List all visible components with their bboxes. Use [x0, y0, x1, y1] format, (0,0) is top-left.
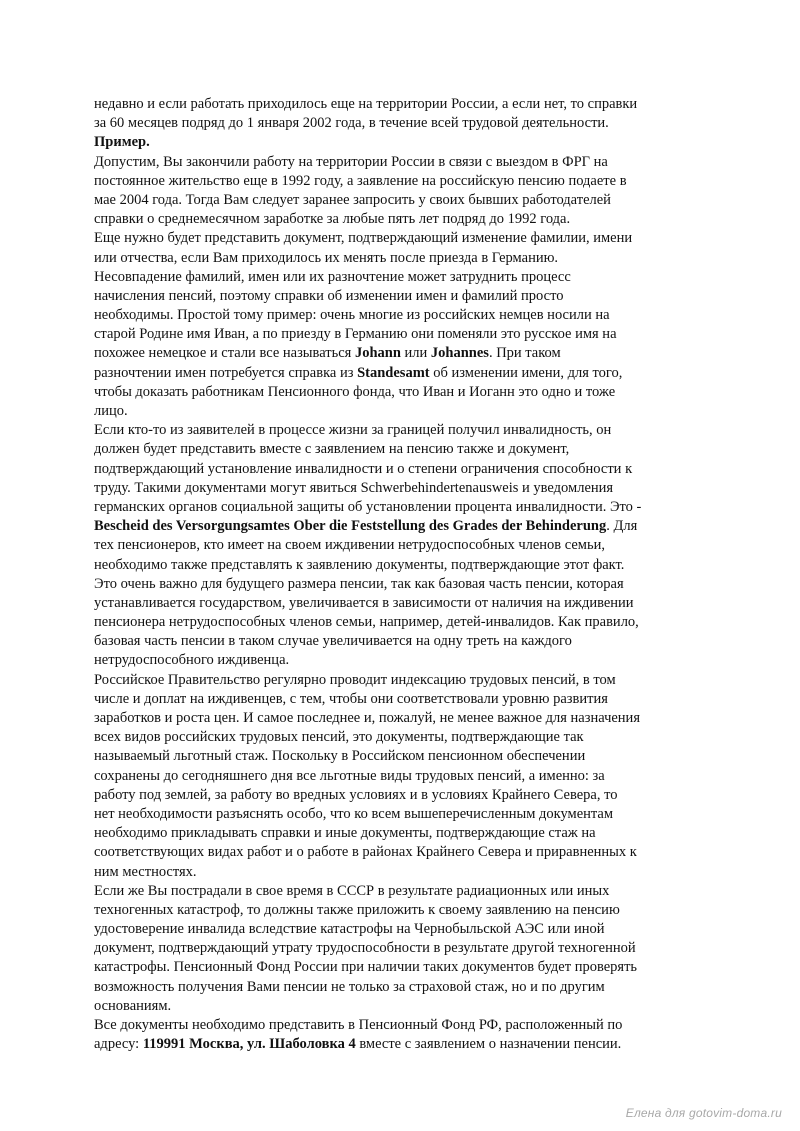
text-line: документ, подтверждающий утрату трудоспособности в результате другой техногенной	[94, 940, 636, 957]
text-line: труду. Такими документами могут явиться Schwerbehindertenausweis и уведомления	[94, 479, 614, 496]
text-line-bescheid: Bescheid des Versorgungsamtes Ober die Feststellung des Grades der Behinderung. Для	[94, 518, 638, 535]
text-line: соответствующих видах работ и о работе в районах Крайнего Севера и приравненных к	[94, 844, 637, 861]
text-line: катастрофы. Пенсионный Фонд России при наличии таких документов будет проверять	[94, 959, 638, 976]
text-line: подтверждающий установление инвалидности и о степени ограничения способности к	[94, 460, 633, 477]
text-line: возможность получения Вами пенсии не только за страховой стаж, но и по другим	[94, 978, 605, 995]
text-line: лицо.	[94, 403, 128, 419]
address-line: адресу: 119991 Москва, ул. Шаболовка 4 вместе с заявлением о назначении пенсии.	[94, 1036, 622, 1053]
text-line: начисления пенсий, поэтому справки об изменении имен и фамилий просто	[94, 287, 564, 304]
text-line: основаниям.	[94, 997, 172, 1014]
text-line: Если кто-то из заявителей в процессе жизни за границей получил инвалидность, он	[94, 422, 612, 439]
text-line: Допустим, Вы закончили работу на территории России в связи с выездом в ФРГ на	[94, 153, 608, 170]
text-line: сохранены до сегодняшнего дня все льготные виды трудовых пенсий, а именно: за	[94, 767, 605, 784]
text-line: постоянное жительство еще в 1992 году, а заявление на российскую пенсию подаете в	[94, 172, 627, 189]
text-line: за 60 месяцев подряд до 1 января 2002 года, в течение всей трудовой деятельности.	[94, 115, 609, 132]
example-heading: Пример.	[94, 134, 150, 151]
text-line: должен будет представить вместе с заявлением на пенсию также и документ,	[94, 441, 570, 458]
text-line: заработков и роста цен. И самое последнее и, пожалуй, не менее важное для назначения	[94, 710, 640, 726]
text-line: работу под землей, за работу во вредных условиях и в условиях Крайнего Севера, то	[94, 786, 618, 803]
text-line: удостоверение инвалида вследствие катастрофы на Чернобыльской АЭС или иной	[94, 921, 605, 938]
text-line: нетрудоспособного иждивенца.	[94, 652, 290, 669]
text-line: базовая часть пенсии в таком случае увеличивается на одну треть на каждого	[94, 633, 572, 650]
text-line: Если же Вы пострадали в свое время в СССР в результате радиационных или иных	[94, 882, 610, 899]
text-line: всех видов российских трудовых пенсий, это документы, подтверждающие так	[94, 729, 584, 746]
text-line: Российское Правительство регулярно проводит индексацию трудовых пенсий, в том	[94, 671, 616, 688]
text-line: Это очень важно для будущего размера пенсии, так как базовая часть пенсии, которая	[94, 575, 624, 592]
text-line: справки о среднемесячном заработке за любые пять лет подряд до 1992 года.	[94, 211, 571, 228]
text-line: числе и доплат на иждивенцев, с тем, чтобы они соответствовали уровню развития	[94, 690, 608, 707]
text-line: Еще нужно будет представить документ, подтверждающий изменение фамилии, имени	[94, 230, 633, 247]
text-line: чтобы доказать работникам Пенсионного фонда, что Иван и Иоганн это одно и тоже	[94, 383, 616, 400]
text-line: Все документы необходимо представить в Пенсионный Фонд РФ, расположенный по	[94, 1017, 623, 1033]
text-line: необходимо прикладывать справки и иные документы, подтверждающие стаж на	[94, 825, 596, 842]
text-line: ним местностях.	[94, 863, 197, 880]
text-line: тех пенсионеров, кто имеет на своем иждивении нетрудоспособных членов семьи,	[94, 537, 605, 554]
text-line: необходимы. Простой тому пример: очень многие из российских немцев носили на	[94, 307, 610, 324]
text-line: техногенных катастроф, то должны также приложить к своему заявлению на пенсию	[94, 901, 620, 918]
text-line: называемый льготный стаж. Поскольку в Российском пенсионном обеспечении	[94, 748, 586, 765]
document-body	[94, 95, 709, 1054]
text-line: пенсионера нетрудоспособных членов семьи, например, детей-инвалидов. Как правило,	[94, 614, 639, 631]
footer-watermark: Елена для gotovim-doma.ru	[625, 1106, 782, 1120]
text-line: германских органов социальной защиты об установлении процента инвалидности. Это -	[94, 498, 642, 515]
text-line: старой Родине имя Иван, а по приезду в Германию они поменяли это русское имя на	[94, 326, 617, 343]
text-line-names: похожее немецкое и стали все называться Johann или Johannes. При таком	[94, 345, 561, 362]
text-line: Несовпадение фамилий, имен или их разночтение может затруднить процесс	[94, 268, 571, 285]
text-line-standesamt: разночтении имен потребуется справка из Standesamt об изменении имени, для того,	[94, 364, 623, 381]
text-line: мае 2004 года. Тогда Вам следует заранее запросить у своих бывших работодателей	[94, 191, 611, 208]
text-line: устанавливается государством, увеличивается в зависимости от наличия на иждивении	[94, 594, 634, 611]
text-line: нет необходимости разъяснять особо, что ко всем вышеперечисленным документам	[94, 805, 614, 822]
text-line: необходимо также представлять к заявлению документы, подтверждающие этот факт.	[94, 556, 625, 573]
text-line: или отчества, если Вам приходилось их менять после приезда в Германию.	[94, 249, 559, 266]
text-line: недавно и если работать приходилось еще на территории России, а если нет, то справки	[94, 96, 638, 112]
